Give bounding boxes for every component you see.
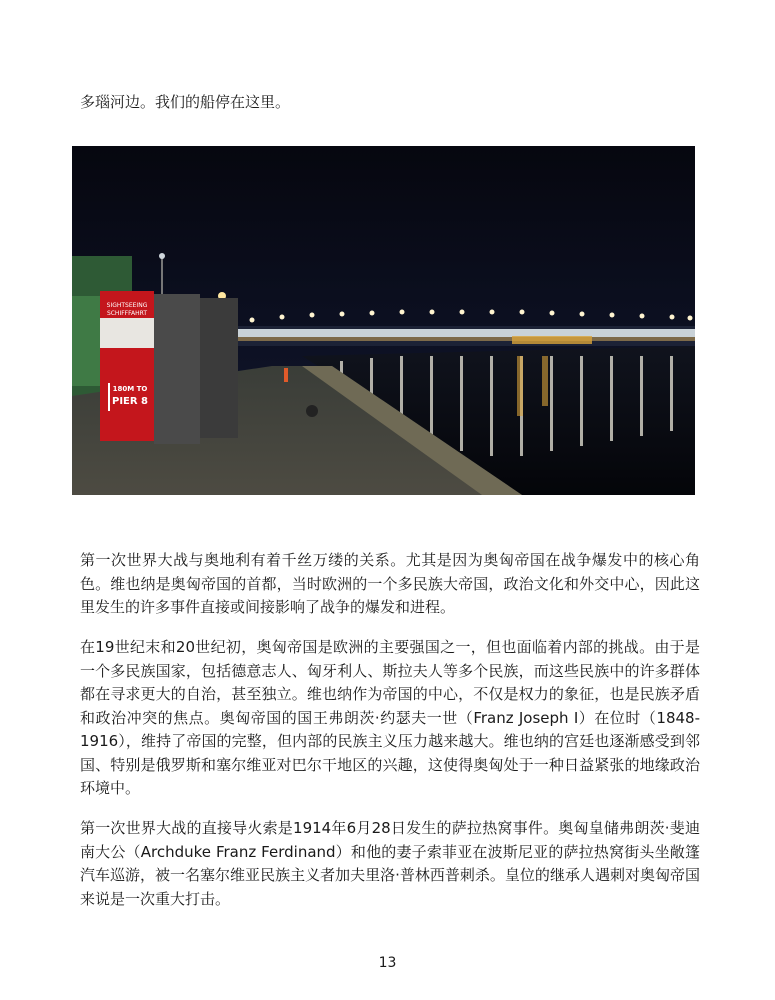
sign-text-1: SIGHTSEEING	[106, 302, 148, 309]
paragraph-3: 第一次世界大战的直接导火索是1914年6月28日发生的萨拉热窝事件。奥匈皇储弗朗茨·斐迪南大公（Archduke Franz Ferdinand）和他的妻子索菲亚在波斯尼亚的萨拉热窝街头坐敞篷汽车巡游，被一名塞尔维亚民族主义者加夫里洛·普林西普刺杀。皇位的继承人遇刺对奥匈帝国来说是一次重大打击。	[80, 819, 700, 908]
page-number: 13	[378, 955, 397, 971]
sign-text-3: 180M TO	[112, 385, 148, 393]
intro-line: 多瑙河边。我们的船停在这里。	[80, 93, 291, 111]
sign-text-4: PIER 8	[111, 396, 149, 407]
danube-night-photo	[72, 146, 695, 495]
paragraph-1: 第一次世界大战与奥地利有着千丝万缕的关系。尤其是因为奥匈帝国在战争爆发中的核心角色。维也纳是奥匈帝国的首都，当时欧洲的一个多民族大帝国，政治文化和外交中心，因此这里发生的许多事件直接或间接影响了战争的爆发和进程。	[80, 551, 700, 616]
paragraph-2: 在19世纪末和20世纪初，奥匈帝国是欧洲的主要强国之一，但也面临着内部的挑战。由于是一个多民族国家，包括德意志人、匈牙利人、斯拉夫人等多个民族，而这些民族中的许多群体都在寻求更大的自治，甚至独立。维也纳作为帝国的中心，不仅是权力的象征，也是民族矛盾和政治冲突的焦点。奥匈帝国的国王弗朗茨·约瑟夫一世（Franz Joseph I）在位时（1848-1916），维持了帝国的完整，但内部的民族主义压力越来越大。维也纳的宫廷也逐渐感受到邻国、特别是俄罗斯和塞尔维亚对巴尔干地区的兴趣，这使得奥匈处于一种日益紧张的地缘政治环境中。	[80, 638, 700, 797]
sign-text-2: SCHIFFFAHRT	[106, 310, 148, 317]
